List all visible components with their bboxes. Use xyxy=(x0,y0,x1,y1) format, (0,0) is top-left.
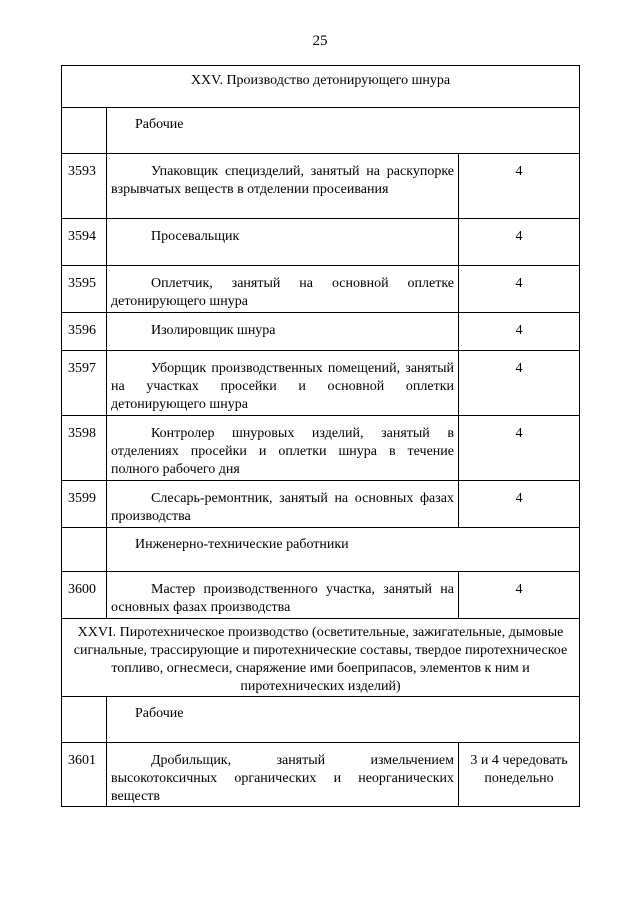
row-code: 3595 xyxy=(62,266,107,313)
row-code: 3596 xyxy=(62,313,107,351)
row-value: 4 xyxy=(459,351,580,416)
group-number-cell xyxy=(62,697,107,743)
row-code: 3599 xyxy=(62,481,107,528)
group-row xyxy=(62,108,580,154)
row-code: 3593 xyxy=(62,154,107,219)
group-label: Рабочие xyxy=(107,697,580,743)
group-row xyxy=(62,528,580,572)
table-row xyxy=(62,572,580,619)
section-header-row xyxy=(62,66,580,108)
group-row xyxy=(62,697,580,743)
row-code: 3600 xyxy=(62,572,107,619)
row-name: Просевальщик xyxy=(107,219,459,266)
row-value: 3 и 4 чередовать понедельно xyxy=(459,743,580,807)
row-value: 4 xyxy=(459,416,580,481)
row-name: Уборщик производственных помещений, занятый на участках просейки и основной оплетки детонирующего шнура xyxy=(107,351,459,416)
section-header-row xyxy=(62,619,580,697)
row-name: Оплетчик, занятый на основной оплетке детонирующего шнура xyxy=(107,266,459,313)
group-label: Инженерно-технические работники xyxy=(107,528,580,572)
table-row xyxy=(62,351,580,416)
group-label: Рабочие xyxy=(107,108,580,154)
row-name: Дробильщик, занятый измельчением высокотоксичных органических и неорганических веществ xyxy=(107,743,459,807)
row-value: 4 xyxy=(459,572,580,619)
row-code: 3594 xyxy=(62,219,107,266)
row-name: Слесарь-ремонтник, занятый на основных фазах производства xyxy=(107,481,459,528)
row-code: 3601 xyxy=(62,743,107,807)
section-title: XXVI. Пиротехническое производство (осветительные, зажигательные, дымовые сигнальные, трассирующие и пиротехнические составы, твердое пиротехническое топливо, огнесмеси, снаряжение ими боеприпасов, элементов к ним и пиротехнических изделий) xyxy=(62,619,580,697)
section-title: XXV. Производство детонирующего шнура xyxy=(62,66,580,108)
group-number-cell xyxy=(62,528,107,572)
table-row xyxy=(62,154,580,219)
table-row xyxy=(62,266,580,313)
table-row xyxy=(62,481,580,528)
table-row xyxy=(62,416,580,481)
row-name: Упаковщик специзделий, занятый на раскупорке взрывчатых веществ в отделении просеивания xyxy=(107,154,459,219)
hazard-table xyxy=(61,65,580,807)
row-value: 4 xyxy=(459,266,580,313)
row-code: 3597 xyxy=(62,351,107,416)
table-row xyxy=(62,743,580,807)
row-value: 4 xyxy=(459,219,580,266)
row-value: 4 xyxy=(459,481,580,528)
page-number: 25 xyxy=(312,33,328,49)
table-row xyxy=(62,313,580,351)
group-number-cell xyxy=(62,108,107,154)
row-code: 3598 xyxy=(62,416,107,481)
row-name: Мастер производственного участка, занятый на основных фазах производства xyxy=(107,572,459,619)
row-name: Изолировщик шнура xyxy=(107,313,459,351)
table-row xyxy=(62,219,580,266)
row-value: 4 xyxy=(459,154,580,219)
row-value: 4 xyxy=(459,313,580,351)
row-name: Контролер шнуровых изделий, занятый в отделениях просейки и оплетки шнура в течение полного рабочего дня xyxy=(107,416,459,481)
